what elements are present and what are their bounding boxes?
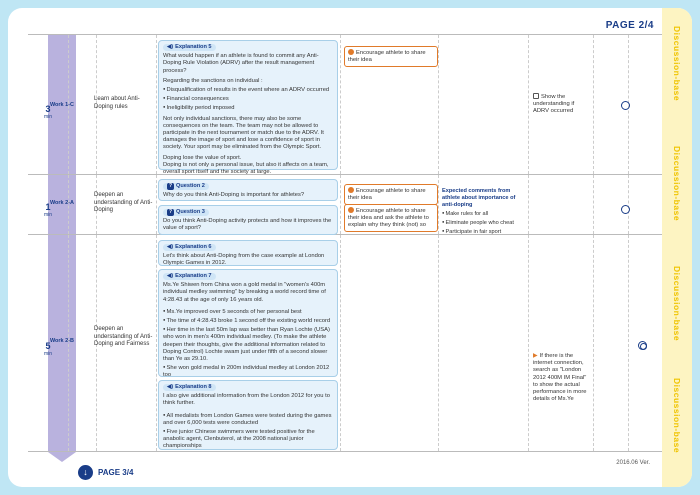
- explanation-6-box: [158, 240, 338, 266]
- activity-label: Deepen an understanding of Anti-Doping and Fairness: [94, 326, 153, 347]
- speaker-icon: ◀): [167, 384, 174, 390]
- evaluation-circle-icon: [621, 101, 630, 110]
- question-text: Do you think Anti-Doping activity protects and how it improves the value of sport?: [163, 218, 332, 232]
- explanation-6-tag: ◀) Explanation 6: [163, 244, 216, 251]
- question-2-box: [158, 179, 338, 201]
- activity-label: Learn about Anti-Doping rules: [94, 96, 140, 110]
- explanation-7-tag: ◀) Explanation 7: [163, 273, 216, 280]
- triangle-icon: ▶: [533, 353, 538, 359]
- list-item: ● Make rules for all: [442, 209, 526, 218]
- list-item: ● Disqualification of results in the event where an ADRV occurred: [163, 85, 333, 94]
- explanation-text: Doping is not only a personal issue, but also it affects on a team, overall sport itself and the society at large.: [163, 161, 329, 176]
- question-3-tag: ? Question 3: [163, 209, 209, 216]
- question-icon: ?: [168, 209, 173, 215]
- list-item: ● Participate in fair sport: [442, 227, 526, 236]
- explanation-8-tag: ◀) Explanation 8: [163, 384, 216, 391]
- side-label: Discussion-base: [672, 378, 682, 454]
- question-text: Why do you think Anti-Doping is important for athletes?: [163, 192, 305, 199]
- orange-dot-icon: [348, 207, 354, 213]
- orange-dot-icon: [348, 187, 354, 193]
- speaker-icon: ◀): [167, 44, 174, 50]
- work-label: Work 2-B: [49, 338, 75, 344]
- next-page-link[interactable]: PAGE 3/4: [98, 468, 134, 477]
- list-item: ● Her time in the last 50m lap was better than Ryan Lochte (USA) who won in men's 400m individual medley. (To make the athlete deepen their thoughts, give the additional information related to Doping Control) Lochte swam just under fifth of a second slower than Ye as 29.10.: [163, 325, 333, 363]
- sanction-list: [163, 85, 333, 113]
- speaker-icon: ◀): [167, 244, 174, 250]
- explanation-5-tag: ◀) Explanation 5: [163, 44, 216, 51]
- question-icon: ?: [168, 183, 173, 189]
- time-cell: 1 min: [43, 202, 53, 218]
- explanation-text: What would happen if an athlete is found to commit any Anti-Doping Rule Violation (ADRV) after the result management process?: [163, 53, 319, 74]
- orange-dot-icon: [348, 49, 354, 55]
- explanation-text: Regarding the sanctions on individual :: [163, 77, 263, 84]
- explanation-text: I also give additional information from the London 2012 for you to think further.: [163, 393, 330, 407]
- explanation-7-box: [158, 269, 338, 377]
- note-cell: Show the understanding if ADRV occurred: [533, 94, 575, 115]
- work-label: Work 2-A: [49, 200, 75, 206]
- checkbox-icon: [533, 93, 539, 99]
- explanation-5-box: [158, 40, 338, 176]
- expected-title: Expected comments from athlete about importance of anti-doping: [442, 188, 516, 208]
- list-item: ● Ineligibility period imposed: [163, 103, 333, 112]
- expected-comments: [442, 188, 526, 236]
- question-3-box: [158, 205, 338, 235]
- page-number: PAGE 2/4: [605, 20, 654, 31]
- explanation-8-box: [158, 380, 338, 450]
- evaluation-double-circle-icon: [638, 341, 647, 350]
- explanation-text: Not only individual sanctions, there may also be some consequences on the team. The team may not be allowed to participate in the next tournament or match due to the ADRV. It damages the image of sport and lose a confidence of sport in society. Your sport may be eliminated from the Olympic Sport.: [163, 115, 324, 151]
- teacher-tip-box: Encourage athlete to share their idea: [344, 46, 438, 67]
- side-strip: [662, 8, 692, 487]
- explanation-text: Let's think about Anti-Doping from the case example at London Olympic Games in 2012.: [163, 253, 325, 267]
- explanation-text: Ms.Ye Shiwen from China won a gold medal in "women's 400m individual medley swimming" by breaking a world record time of 4:28.43 at the age of only 16 years old.: [163, 282, 326, 303]
- evaluation-circle-icon: [621, 205, 630, 214]
- question-2-tag: ? Question 2: [163, 183, 209, 190]
- activity-label: Deepen an understanding of Anti-Doping: [94, 192, 153, 213]
- list-item: ● All medalists from London Games were tested during the games and over 6,000 tests were conducted: [163, 411, 333, 427]
- down-arrow-icon[interactable]: ↓: [78, 465, 93, 480]
- worksheet-page: [8, 8, 692, 487]
- note-cell: ▶ If there is the internet connection, search as "London 2012 400M IM Final" to show the actual performance in more details of Ms.Ye: [533, 353, 587, 403]
- list-item: ● Financial consequences: [163, 94, 333, 103]
- list-item: ● Ms.Ye improved over 5 seconds of her personal best: [163, 307, 333, 316]
- list-item: ● She won gold medal in 200m individual medley at London 2012 too: [163, 363, 333, 379]
- list-item: ● The time of 4:28.43 broke 1 second off the existing world record: [163, 316, 333, 325]
- time-cell: 3 min: [43, 104, 53, 120]
- teacher-tip-box: Encourage athlete to share their idea and ask the athlete to explain why they think (not) so: [344, 204, 438, 232]
- work-label: Work 1-C: [49, 102, 75, 108]
- explanation-text: Doping lose the value of sport.: [163, 154, 242, 161]
- list-item: ● Eliminate people who cheat: [442, 218, 526, 227]
- version-label: 2016.06 Ver.: [616, 460, 650, 466]
- side-label: Discussion-base: [672, 266, 682, 342]
- time-cell: 5 min: [43, 341, 53, 357]
- list-item: ● Five junior Chinese swimmers were tested positive for the anabolic agent, Clenbuterol, at the 2008 national junior championships: [163, 427, 333, 451]
- teacher-tip-box: Encourage athlete to share their idea: [344, 184, 438, 205]
- side-label: Discussion-base: [672, 146, 682, 222]
- speaker-icon: ◀): [167, 273, 174, 279]
- side-label: Discussion-base: [672, 26, 682, 102]
